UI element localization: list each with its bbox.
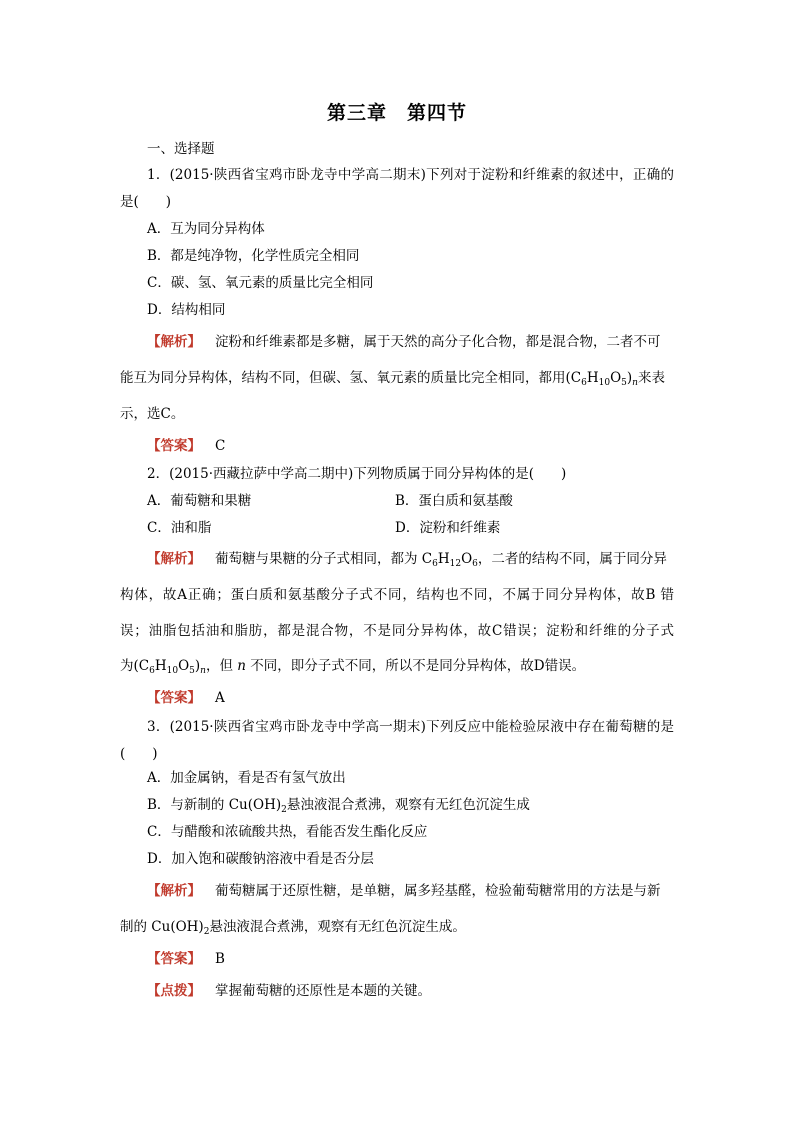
q3-option-c: C．与醋酸和浓硫酸共热，看能否发生酯化反应 <box>147 824 428 840</box>
q2-analysis-line1: 【解析】 葡萄糖与果糖的分子式相同，都为 $C_6H_{12}O_6$，二者的结构不同，属于同分异 <box>147 551 667 569</box>
q2-analysis-line2: 构体，故A正确；蛋白质和氨基酸分子式不同，结构也不同，不属于同分异构体，故B 错 <box>120 587 674 603</box>
page-title: 第三章 第四节 <box>326 102 467 124</box>
q3-option-b-text: B．与新制的 Cu(OH) <box>147 797 282 813</box>
q3-option-b-tail: 悬浊液混合煮沸，观察有无红色沉淀生成 <box>286 797 530 813</box>
q2-analysis-tag: 【解析】 <box>147 551 201 567</box>
q2-analysis-line4: 为$(C_6H_{10}O_5)_n$，但 n 不同，即分子式不同，所以不是同分异构体，故D错误。 <box>120 658 586 676</box>
q2-analysis-text4b: ，但 <box>205 658 233 674</box>
q3-analysis-line2: 制的 $Cu(OH)_2$悬浊液混合煮沸，观察有无红色沉淀生成。 <box>120 919 466 937</box>
q2-analysis-line3: 误；油脂包括油和脂肪，都是混合物，不是同分异构体，故C错误；淀粉和纤维的分子式 <box>120 623 674 639</box>
q1-analysis-text2b: 来表 <box>637 370 665 386</box>
q2-answer <box>147 689 225 707</box>
q1-analysis-text1: 淀粉和纤维素都是多糖，属于天然的高分子化合物，都是混合物，二者不可 <box>215 334 661 350</box>
q1-analysis-text2a: 能互为同分异构体，结构不同，但碳、氢、氧元素的质量比完全相同，都用(C <box>120 370 582 386</box>
q1-answer-value: C <box>215 438 226 454</box>
q3-analysis-line1 <box>147 882 661 900</box>
q2-option-d: D．淀粉和纤维素 <box>395 520 501 536</box>
q1-option-a: A．互为同分异构体 <box>147 221 265 237</box>
q3-analysis-text2a: 制的 Cu(OH) <box>120 919 204 935</box>
q3-analysis-text2b: 悬浊液混合煮沸，观察有无红色沉淀生成。 <box>209 919 466 935</box>
q3-stem-line2: ( ) <box>120 746 158 762</box>
q3-tip-text: 掌握葡萄糖的还原性是本题的关键。 <box>215 983 431 999</box>
q2-analysis-text4c: 不同，即分子式不同，所以不是同分异构体，故D错误。 <box>250 658 586 674</box>
q2-answer-value: A <box>215 690 225 706</box>
q2-stem: 2．(2015·西藏拉萨中学高二期中)下列物质属于同分异构体的是( ) <box>147 466 567 482</box>
q1-stem-line1: 1．(2015·陕西省宝鸡市卧龙寺中学高二期末)下列对于淀粉和纤维素的叙述中，正确的 <box>147 167 674 183</box>
q2-option-a: A．葡萄糖和果糖 <box>147 493 252 509</box>
q1-option-b: B．都是纯净物，化学性质完全相同 <box>147 248 360 264</box>
q1-answer <box>147 437 225 455</box>
q2-analysis-text1b: ，二者的结构不同，属于同分异 <box>477 551 667 567</box>
q1-option-d: D．结构相同 <box>147 302 226 318</box>
q1-analysis-line3: 示，选C。 <box>120 406 185 422</box>
q3-tip-tag: 【点拨】 <box>147 983 201 999</box>
q3-answer-tag: 【答案】 <box>147 951 201 967</box>
q3-tip <box>147 982 431 1000</box>
q3-option-d: D．加入饱和碳酸钠溶液中看是否分层 <box>147 851 374 867</box>
q2-answer-tag: 【答案】 <box>147 690 201 706</box>
section-heading: 一、选择题 <box>147 141 215 157</box>
q2-analysis-text1a: 葡萄糖与果糖的分子式相同，都为 C <box>215 551 433 567</box>
q3-stem-line1: 3．(2015·陕西省宝鸡市卧龙寺中学高一期末)下列反应中能检验尿液中存在葡萄糖的是 <box>147 719 674 735</box>
q1-analysis-tag: 【解析】 <box>147 334 201 350</box>
q3-analysis-text1: 葡萄糖属于还原性糖，是单糖，属多羟基醛，检验葡萄糖常用的方法是与新 <box>215 883 661 899</box>
q2-analysis-text4a: 为(C <box>120 658 150 674</box>
q1-answer-tag: 【答案】 <box>147 438 201 454</box>
q1-analysis-line1 <box>147 333 661 351</box>
q3-answer <box>147 950 225 968</box>
q3-option-b: B．与新制的 $Cu(OH)_2$悬浊液混合煮沸，观察有无红色沉淀生成 <box>147 797 530 815</box>
q1-analysis-line2: 能互为同分异构体，结构不同，但碳、氢、氧元素的质量比完全相同，都用$(C_6H_{10}O_5)_n$来表 <box>120 370 665 388</box>
q3-answer-value: B <box>215 951 225 967</box>
q3-analysis-tag: 【解析】 <box>147 883 201 899</box>
q2-option-b: B．蛋白质和氨基酸 <box>395 493 513 509</box>
q2-option-c: C．油和脂 <box>147 520 212 536</box>
q3-option-a: A．加金属钠，看是否有氢气放出 <box>147 770 346 786</box>
q1-stem-line2: 是( ) <box>120 194 172 210</box>
q1-option-c: C．碳、氢、氧元素的质量比完全相同 <box>147 275 374 291</box>
